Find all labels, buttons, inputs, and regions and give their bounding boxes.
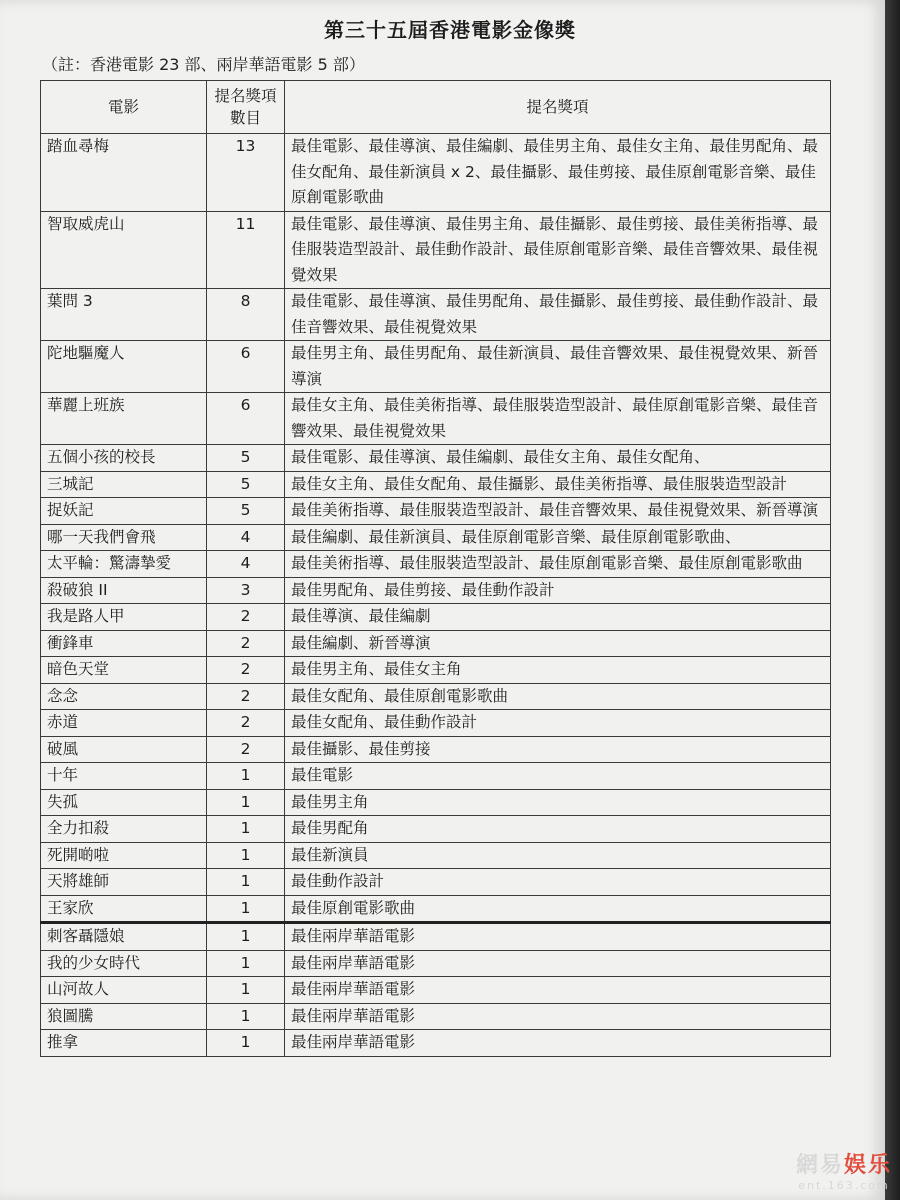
film-name: 天將雄師 xyxy=(41,869,207,896)
film-name: 衝鋒車 xyxy=(41,630,207,657)
nominated-awards: 最佳原創電影歌曲 xyxy=(285,895,831,923)
nomination-count: 1 xyxy=(207,895,285,923)
table-header-row xyxy=(41,81,831,134)
nominated-awards: 最佳男主角 xyxy=(285,789,831,816)
table-row xyxy=(41,471,831,498)
header-awards: 提名獎項 xyxy=(285,81,831,134)
nomination-count: 1 xyxy=(207,842,285,869)
film-name: 捉妖記 xyxy=(41,498,207,525)
nomination-count: 2 xyxy=(207,604,285,631)
table-row xyxy=(41,134,831,212)
table-row xyxy=(41,211,831,289)
nomination-count: 1 xyxy=(207,869,285,896)
nominated-awards: 最佳兩岸華語電影 xyxy=(285,1003,831,1030)
nominations-table xyxy=(40,80,831,1057)
film-name: 哪一天我們會飛 xyxy=(41,524,207,551)
table-row xyxy=(41,683,831,710)
nominated-awards: 最佳攝影、最佳剪接 xyxy=(285,736,831,763)
nomination-count: 2 xyxy=(207,630,285,657)
watermark-brand-a: 網易 xyxy=(795,1153,844,1178)
film-name: 推拿 xyxy=(41,1030,207,1057)
table-row xyxy=(41,393,831,445)
table-row xyxy=(41,710,831,737)
document-note: （註：香港電影 23 部、兩岸華語電影 5 部） xyxy=(42,55,365,74)
film-name: 山河故人 xyxy=(41,977,207,1004)
film-name: 三城記 xyxy=(41,471,207,498)
background-edge xyxy=(885,0,900,1200)
nominated-awards: 最佳兩岸華語電影 xyxy=(285,923,831,951)
watermark-logo xyxy=(796,1148,892,1192)
nomination-count: 1 xyxy=(207,789,285,816)
film-name: 十年 xyxy=(41,763,207,790)
document-title: 第三十五屆香港電影金像獎 xyxy=(324,18,576,42)
nomination-count: 3 xyxy=(207,577,285,604)
film-name: 我是路人甲 xyxy=(41,604,207,631)
table-row xyxy=(41,604,831,631)
nominated-awards: 最佳電影、最佳導演、最佳男配角、最佳攝影、最佳剪接、最佳動作設計、最佳音響效果、最佳視覺效果 xyxy=(285,289,831,341)
film-name: 暗色天堂 xyxy=(41,657,207,684)
nomination-count: 2 xyxy=(207,736,285,763)
watermark-url: ent.163.com xyxy=(798,1179,890,1192)
film-name: 狼圖騰 xyxy=(41,1003,207,1030)
film-name: 太平輪：驚濤摯愛 xyxy=(41,551,207,578)
watermark-brand-b: 娱乐 xyxy=(843,1153,892,1178)
table-row xyxy=(41,551,831,578)
table-row xyxy=(41,657,831,684)
nomination-count: 6 xyxy=(207,393,285,445)
nomination-count: 5 xyxy=(207,445,285,472)
table-row xyxy=(41,977,831,1004)
nominated-awards: 最佳電影 xyxy=(285,763,831,790)
header-film: 電影 xyxy=(41,81,207,134)
film-name: 五個小孩的校長 xyxy=(41,445,207,472)
nominated-awards: 最佳新演員 xyxy=(285,842,831,869)
table-row xyxy=(41,498,831,525)
film-name: 智取威虎山 xyxy=(41,211,207,289)
film-name: 王家欣 xyxy=(41,895,207,923)
nominated-awards: 最佳女配角、最佳動作設計 xyxy=(285,710,831,737)
table-row xyxy=(41,524,831,551)
film-name: 念念 xyxy=(41,683,207,710)
nominated-awards: 最佳男配角、最佳剪接、最佳動作設計 xyxy=(285,577,831,604)
table-row xyxy=(41,577,831,604)
table-row xyxy=(41,842,831,869)
table-row xyxy=(41,341,831,393)
nomination-count: 1 xyxy=(207,1030,285,1057)
table-row xyxy=(41,895,831,923)
nominated-awards: 最佳兩岸華語電影 xyxy=(285,977,831,1004)
film-name: 陀地驅魔人 xyxy=(41,341,207,393)
film-name: 刺客聶隱娘 xyxy=(41,923,207,951)
nomination-count: 11 xyxy=(207,211,285,289)
nominated-awards: 最佳女主角、最佳美術指導、最佳服裝造型設計、最佳原創電影音樂、最佳音響效果、最佳視覺效果 xyxy=(285,393,831,445)
nominated-awards: 最佳電影、最佳導演、最佳編劇、最佳男主角、最佳女主角、最佳男配角、最佳女配角、最佳新演員 x 2、最佳攝影、最佳剪接、最佳原創電影音樂、最佳原創電影歌曲 xyxy=(285,134,831,212)
nominated-awards: 最佳男配角 xyxy=(285,816,831,843)
table-row xyxy=(41,630,831,657)
header-count: 提名獎項數目 xyxy=(207,81,285,134)
nominated-awards: 最佳美術指導、最佳服裝造型設計、最佳原創電影音樂、最佳原創電影歌曲 xyxy=(285,551,831,578)
table-row xyxy=(41,1003,831,1030)
table-row xyxy=(41,869,831,896)
table-row xyxy=(41,950,831,977)
film-name: 葉問 3 xyxy=(41,289,207,341)
film-name: 赤道 xyxy=(41,710,207,737)
nomination-count: 2 xyxy=(207,710,285,737)
nomination-count: 4 xyxy=(207,524,285,551)
film-name: 華麗上班族 xyxy=(41,393,207,445)
film-name: 失孤 xyxy=(41,789,207,816)
nominated-awards: 最佳導演、最佳編劇 xyxy=(285,604,831,631)
film-name: 死開啲啦 xyxy=(41,842,207,869)
nominated-awards: 最佳電影、最佳導演、最佳編劇、最佳女主角、最佳女配角、 xyxy=(285,445,831,472)
nominated-awards: 最佳女主角、最佳女配角、最佳攝影、最佳美術指導、最佳服裝造型設計 xyxy=(285,471,831,498)
nomination-count: 2 xyxy=(207,683,285,710)
nomination-count: 4 xyxy=(207,551,285,578)
film-name: 破風 xyxy=(41,736,207,763)
film-name: 我的少女時代 xyxy=(41,950,207,977)
nomination-count: 1 xyxy=(207,977,285,1004)
nomination-count: 1 xyxy=(207,923,285,951)
nominated-awards: 最佳電影、最佳導演、最佳男主角、最佳攝影、最佳剪接、最佳美術指導、最佳服裝造型設計、最佳動作設計、最佳原創電影音樂、最佳音響效果、最佳視覺效果 xyxy=(285,211,831,289)
nominated-awards: 最佳男主角、最佳女主角 xyxy=(285,657,831,684)
nominated-awards: 最佳男主角、最佳男配角、最佳新演員、最佳音響效果、最佳視覺效果、新晉導演 xyxy=(285,341,831,393)
table-row xyxy=(41,789,831,816)
nominated-awards: 最佳兩岸華語電影 xyxy=(285,1030,831,1057)
film-name: 殺破狼 II xyxy=(41,577,207,604)
table-row xyxy=(41,816,831,843)
nominated-awards: 最佳美術指導、最佳服裝造型設計、最佳音響效果、最佳視覺效果、新晉導演 xyxy=(285,498,831,525)
nominated-awards: 最佳動作設計 xyxy=(285,869,831,896)
film-name: 踏血尋梅 xyxy=(41,134,207,212)
nominated-awards: 最佳編劇、新晉導演 xyxy=(285,630,831,657)
nomination-count: 1 xyxy=(207,1003,285,1030)
nomination-count: 5 xyxy=(207,471,285,498)
nomination-count: 1 xyxy=(207,816,285,843)
table-row xyxy=(41,1030,831,1057)
table-row xyxy=(41,923,831,951)
nomination-count: 2 xyxy=(207,657,285,684)
nomination-count: 13 xyxy=(207,134,285,212)
nominated-awards: 最佳編劇、最佳新演員、最佳原創電影音樂、最佳原創電影歌曲、 xyxy=(285,524,831,551)
nomination-count: 1 xyxy=(207,950,285,977)
film-name: 全力扣殺 xyxy=(41,816,207,843)
nomination-count: 8 xyxy=(207,289,285,341)
table-row xyxy=(41,289,831,341)
table-row xyxy=(41,763,831,790)
nomination-count: 5 xyxy=(207,498,285,525)
table-row xyxy=(41,445,831,472)
nominated-awards: 最佳女配角、最佳原創電影歌曲 xyxy=(285,683,831,710)
table-row xyxy=(41,736,831,763)
nominated-awards: 最佳兩岸華語電影 xyxy=(285,950,831,977)
nomination-count: 6 xyxy=(207,341,285,393)
nomination-count: 1 xyxy=(207,763,285,790)
